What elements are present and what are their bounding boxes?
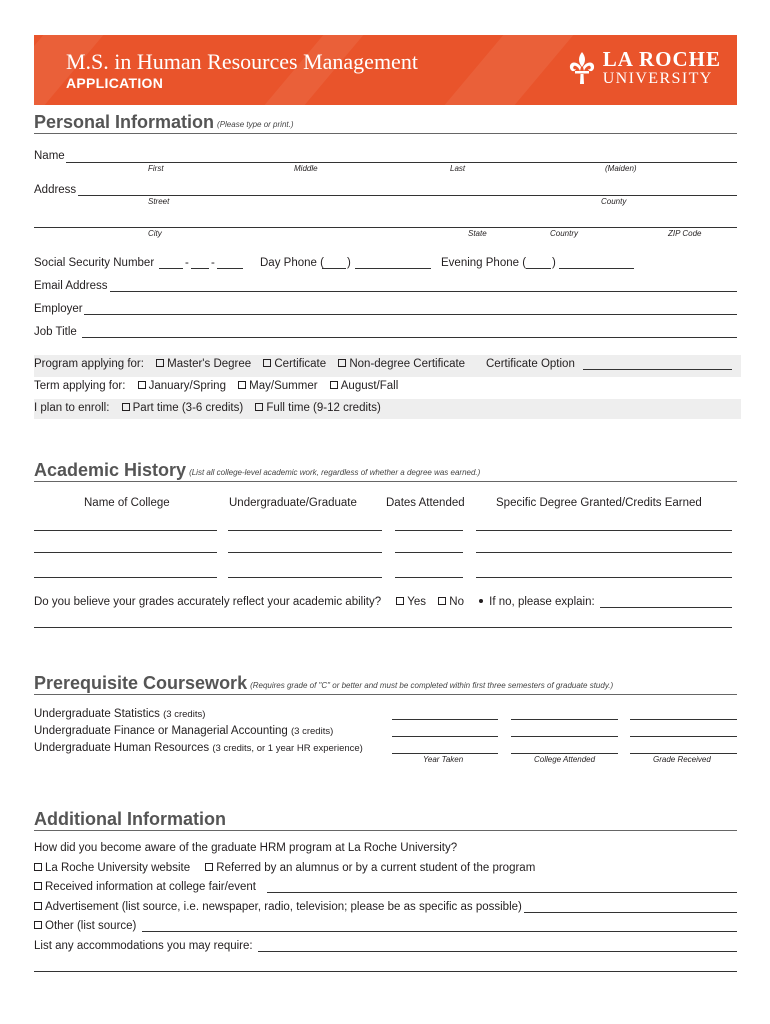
section-title: Prerequisite Coursework — [34, 673, 248, 693]
section-title: Academic History — [34, 460, 187, 480]
course-finance — [34, 726, 333, 738]
caption-grade-received: Grade Received — [653, 755, 711, 764]
course-hr — [34, 743, 363, 755]
non-degree-option: Non-degree Certificate — [349, 358, 466, 370]
fall-checkbox[interactable] — [330, 381, 338, 389]
caption-middle: Middle — [294, 164, 318, 173]
grades-question: Do you believe your grades accurately reflect your academic ability? — [34, 596, 382, 608]
accommodations-field[interactable] — [258, 951, 737, 952]
college-attended-field[interactable] — [511, 736, 618, 737]
college-attended-field[interactable] — [511, 753, 618, 754]
course-statistics — [34, 709, 205, 721]
day-phone-area[interactable] — [322, 268, 346, 269]
part-time-option: Part time (3-6 credits) — [132, 402, 244, 414]
explain-field-line-2[interactable] — [34, 627, 732, 628]
summer-checkbox[interactable] — [238, 381, 246, 389]
no-option: No — [449, 596, 464, 608]
level-field[interactable] — [228, 552, 382, 553]
spring-option: January/Spring — [148, 380, 226, 392]
city-state-field[interactable] — [34, 227, 737, 228]
job-title-field[interactable] — [82, 337, 737, 338]
course-credits: (3 credits) — [291, 726, 334, 737]
full-time-checkbox[interactable] — [255, 403, 263, 411]
dates-field[interactable] — [395, 552, 463, 553]
course-name: Undergraduate Human Resources — [34, 742, 210, 754]
bullet-icon — [479, 599, 483, 603]
certificate-option-label: Certificate Option — [486, 358, 575, 370]
dates-field[interactable] — [395, 577, 463, 578]
full-time-option: Full time (9-12 credits) — [266, 402, 381, 414]
banner-stripe — [445, 35, 574, 105]
course-credits: (3 credits, or 1 year HR experience) — [212, 743, 363, 754]
other-option: Other (list source) — [45, 920, 137, 932]
grade-received-field[interactable] — [630, 736, 737, 737]
degree-field[interactable] — [476, 577, 732, 578]
caption-city: City — [148, 229, 162, 238]
fair-option: Received information at college fair/event — [45, 881, 256, 893]
yes-checkbox[interactable] — [396, 597, 404, 605]
college-field[interactable] — [34, 552, 217, 553]
masters-checkbox[interactable] — [156, 359, 164, 367]
grade-received-field[interactable] — [630, 753, 737, 754]
course-name: Undergraduate Finance or Managerial Accounting — [34, 725, 288, 737]
section-note: (Requires grade of "C" or better and must be completed within first three semesters of graduate study.) — [250, 681, 614, 690]
name-field[interactable] — [66, 162, 737, 163]
degree-field[interactable] — [476, 552, 732, 553]
website-checkbox[interactable] — [34, 863, 42, 871]
logo-line-1: LA ROCHE — [602, 47, 721, 71]
caption-country: Country — [550, 229, 579, 238]
college-field[interactable] — [34, 530, 217, 531]
yes-option: Yes — [407, 596, 427, 608]
no-checkbox[interactable] — [438, 597, 446, 605]
dates-field[interactable] — [395, 530, 463, 531]
certificate-checkbox[interactable] — [263, 359, 271, 367]
accommodations-label: List any accommodations you may require: — [34, 940, 253, 952]
term-row — [34, 381, 398, 393]
day-phone-number[interactable] — [355, 268, 431, 269]
ssn-part-2[interactable] — [191, 268, 209, 269]
grades-question-row — [34, 597, 595, 609]
enroll-label: I plan to enroll: — [34, 402, 110, 414]
caption-last: Last — [450, 164, 466, 173]
paren-close: ) — [347, 257, 351, 269]
column-dates: Dates Attended — [386, 497, 465, 509]
section-title: Personal Information — [34, 112, 215, 132]
caption-street: Street — [148, 197, 170, 206]
grade-received-field[interactable] — [630, 719, 737, 720]
job-title-label: Job Title — [34, 326, 77, 338]
employer-label: Employer — [34, 303, 83, 315]
degree-field[interactable] — [476, 530, 732, 531]
day-phone-label: Day Phone ( — [260, 257, 324, 269]
street-field[interactable] — [78, 195, 737, 196]
referred-option: Referred by an alumnus or by a current student of the program — [216, 862, 536, 874]
masters-option: Master's Degree — [167, 358, 252, 370]
column-level: Undergraduate/Graduate — [229, 497, 357, 509]
evening-phone-number[interactable] — [559, 268, 634, 269]
email-label: Email Address — [34, 280, 108, 292]
column-degree: Specific Degree Granted/Credits Earned — [496, 497, 702, 509]
year-taken-field[interactable] — [392, 736, 498, 737]
university-logo — [567, 49, 721, 87]
section-prerequisite — [34, 673, 737, 695]
course-name: Undergraduate Statistics — [34, 708, 160, 720]
fair-checkbox[interactable] — [34, 882, 42, 890]
employer-field[interactable] — [84, 314, 737, 315]
logo-wordmark — [603, 49, 721, 87]
form-subtitle: APPLICATION — [66, 75, 164, 91]
fair-field[interactable] — [267, 892, 737, 893]
certificate-option-field[interactable] — [583, 369, 732, 370]
caption-year-taken: Year Taken — [423, 755, 464, 764]
accommodations-field-line-2[interactable] — [34, 971, 737, 972]
term-label: Term applying for: — [34, 380, 126, 392]
paren-close: ) — [552, 257, 556, 269]
advertisement-checkbox[interactable] — [34, 902, 42, 910]
section-note: (Please type or print.) — [217, 120, 294, 129]
website-option: La Roche University website — [45, 862, 191, 874]
advertisement-field[interactable] — [524, 912, 737, 913]
awareness-question: How did you become aware of the graduate HRM program at La Roche University? — [34, 842, 458, 854]
year-taken-field[interactable] — [392, 753, 498, 754]
course-credits: (3 credits) — [163, 709, 206, 720]
spring-checkbox[interactable] — [138, 381, 146, 389]
email-field[interactable] — [110, 291, 737, 292]
referred-checkbox[interactable] — [205, 863, 213, 871]
level-field[interactable] — [228, 577, 382, 578]
ssn-label: Social Security Number — [34, 257, 155, 269]
section-personal-information — [34, 114, 737, 134]
ssn-part-3[interactable] — [217, 268, 243, 269]
caption-maiden: (Maiden) — [605, 164, 637, 173]
evening-phone-label: Evening Phone ( — [441, 257, 527, 269]
form-title: M.S. in Human Resources Management — [66, 49, 418, 74]
caption-zip: ZIP Code — [668, 229, 702, 238]
fleur-de-lis-icon — [567, 50, 597, 86]
non-degree-checkbox[interactable] — [338, 359, 346, 367]
caption-state: State — [468, 229, 487, 238]
summer-option: May/Summer — [249, 380, 318, 392]
name-label: Name — [34, 150, 65, 162]
section-note: (List all college-level academic work, regardless of whether a degree was earned.) — [189, 468, 481, 477]
header-banner — [34, 35, 737, 105]
fall-option: August/Fall — [340, 380, 399, 392]
other-field[interactable] — [142, 931, 737, 932]
column-college: Name of College — [84, 497, 170, 509]
ssn-dash: - — [211, 257, 215, 269]
caption-college-attended: College Attended — [534, 755, 596, 764]
college-attended-field[interactable] — [511, 719, 618, 720]
awareness-row-3 — [34, 902, 522, 914]
college-field[interactable] — [34, 577, 217, 578]
caption-first: First — [148, 164, 164, 173]
awareness-row-1 — [34, 863, 535, 875]
level-field[interactable] — [228, 530, 382, 531]
explain-label: If no, please explain: — [489, 596, 595, 608]
certificate-option: Certificate — [274, 358, 327, 370]
ssn-dash: - — [185, 257, 189, 269]
advertisement-option: Advertisement (list source, i.e. newspaper, radio, television; please be as specific as possible) — [45, 901, 522, 913]
logo-line-2: UNIVERSITY — [602, 70, 713, 87]
ssn-part-1[interactable] — [159, 268, 183, 269]
evening-phone-area[interactable] — [526, 268, 551, 269]
enroll-row — [34, 403, 381, 415]
caption-county: County — [601, 197, 627, 206]
year-taken-field[interactable] — [392, 719, 498, 720]
section-academic-history — [34, 460, 737, 482]
explain-field[interactable] — [600, 607, 732, 608]
awareness-row-4 — [34, 921, 136, 933]
section-additional — [34, 809, 737, 831]
part-time-checkbox[interactable] — [122, 403, 130, 411]
awareness-row-2 — [34, 882, 256, 894]
address-label: Address — [34, 184, 77, 196]
section-title: Additional Information — [34, 809, 226, 829]
program-label: Program applying for: — [34, 358, 144, 370]
program-row — [34, 359, 465, 371]
other-checkbox[interactable] — [34, 921, 42, 929]
